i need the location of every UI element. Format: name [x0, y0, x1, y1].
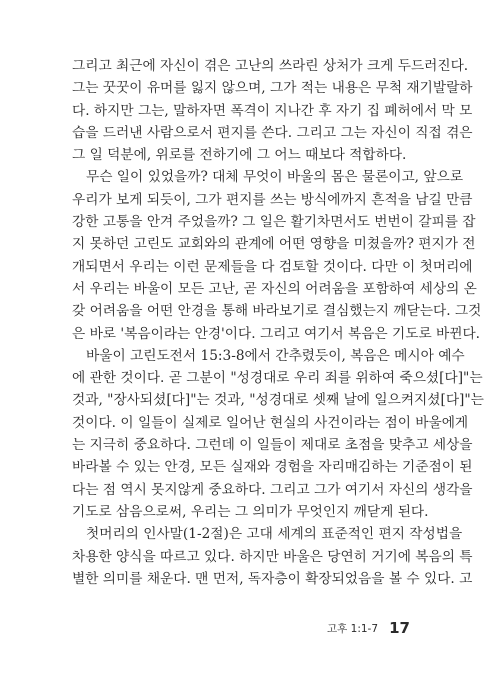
text-line: 것과, "장사되셨[다]"는 것과, "성경대로 셋째 날에 일으켜지셨[다]"는 — [72, 392, 484, 409]
text-line: 갖 어려움을 어떤 안경을 통해 바라보기로 결심했는지 깨닫는다. 그것 — [72, 303, 482, 320]
text-line: 별한 의미를 채운다. 맨 먼저, 독자층이 확장되었음을 볼 수 있다. 고 — [72, 570, 473, 587]
text-line: 강한 고통을 안겨 주었을까? 그 일은 활기차면서도 번번이 갈피를 잡 — [72, 214, 476, 231]
page-number: 17 — [389, 619, 410, 637]
text-line: 개되면서 우리는 이런 문제들을 다 검토할 것이다. 다만 이 첫머리에 — [72, 258, 473, 275]
paragraph — [72, 166, 482, 344]
text-line: 차용한 양식을 따르고 있다. 하지만 바울은 당연히 거기에 복음의 특 — [72, 548, 473, 565]
text-line: 그리고 최근에 자신이 겪은 고난의 쓰라린 상처가 크게 두드러진다. — [72, 58, 469, 74]
text-line: 바라볼 수 있는 안경, 모든 실재와 경험을 자리매김하는 기준점이 된 — [72, 459, 473, 476]
page-footer — [327, 618, 410, 637]
text-line: 지 못하던 고린도 교회와의 관계에 어떤 영향을 미쳤을까? 편지가 전 — [72, 236, 476, 253]
text-line: 에 관한 것이다. 곧 그분이 "성경대로 우리 죄를 위하여 죽으셨[다]"는 — [72, 370, 483, 387]
text-line: 그는 꿋꿋이 유머를 잃지 않으며, 그가 적는 내용은 무척 재기발랄하 — [72, 80, 473, 97]
text-line: 은 바로 '복음이라는 안경'이다. 그리고 여기서 복음은 기도로 바뀐다. — [72, 325, 481, 342]
paragraph — [72, 345, 484, 523]
body-text — [72, 55, 484, 590]
text-line: 첫머리의 인사말(1-2절)은 고대 세계의 표준적인 편지 작성법을 — [86, 526, 463, 543]
text-line: 바울이 고린도전서 15:3-8에서 간추렸듯이, 복음은 메시아 예수 — [86, 347, 465, 364]
text-line: 그 일 덕분에, 위로를 전하기에 그 어느 때보다 적합하다. — [72, 147, 407, 164]
text-line: 우리가 보게 되듯이, 그가 편지를 쓰는 방식에까지 흔적을 남길 만큼 — [72, 191, 473, 208]
text-line: 다는 점 역시 못지않게 중요하다. 그리고 그가 여기서 자신의 생각을 — [72, 481, 473, 498]
text-line: 기도로 삼음으로써, 우리는 그 의미가 무엇인지 깨닫게 된다. — [72, 503, 429, 520]
text-line: 다. 하지만 그는, 말하자면 폭격이 지나간 후 자기 집 폐허에서 막 모 — [72, 102, 473, 119]
paragraph — [72, 55, 473, 166]
text-line: 서 우리는 바울이 모든 고난, 곧 자신의 어려움을 포함하여 세상의 온 — [72, 280, 477, 297]
paragraph — [72, 523, 473, 590]
text-line: 습을 드러낸 사람으로서 편지를 쓴다. 그리고 그는 자신이 직접 겪은 — [72, 124, 473, 141]
running-reference: 고후 1:1-7 — [327, 623, 379, 635]
text-line: 것이다. 이 일들이 실제로 일어난 현실의 사건이라는 점이 바울에게 — [72, 414, 469, 431]
text-line: 는 지극히 중요하다. 그런데 이 일들이 제대로 초점을 맞추고 세상을 — [72, 437, 473, 454]
text-line: 무슨 일이 있었을까? 대체 무엇이 바울의 몸은 물론이고, 앞으로 — [86, 169, 464, 186]
